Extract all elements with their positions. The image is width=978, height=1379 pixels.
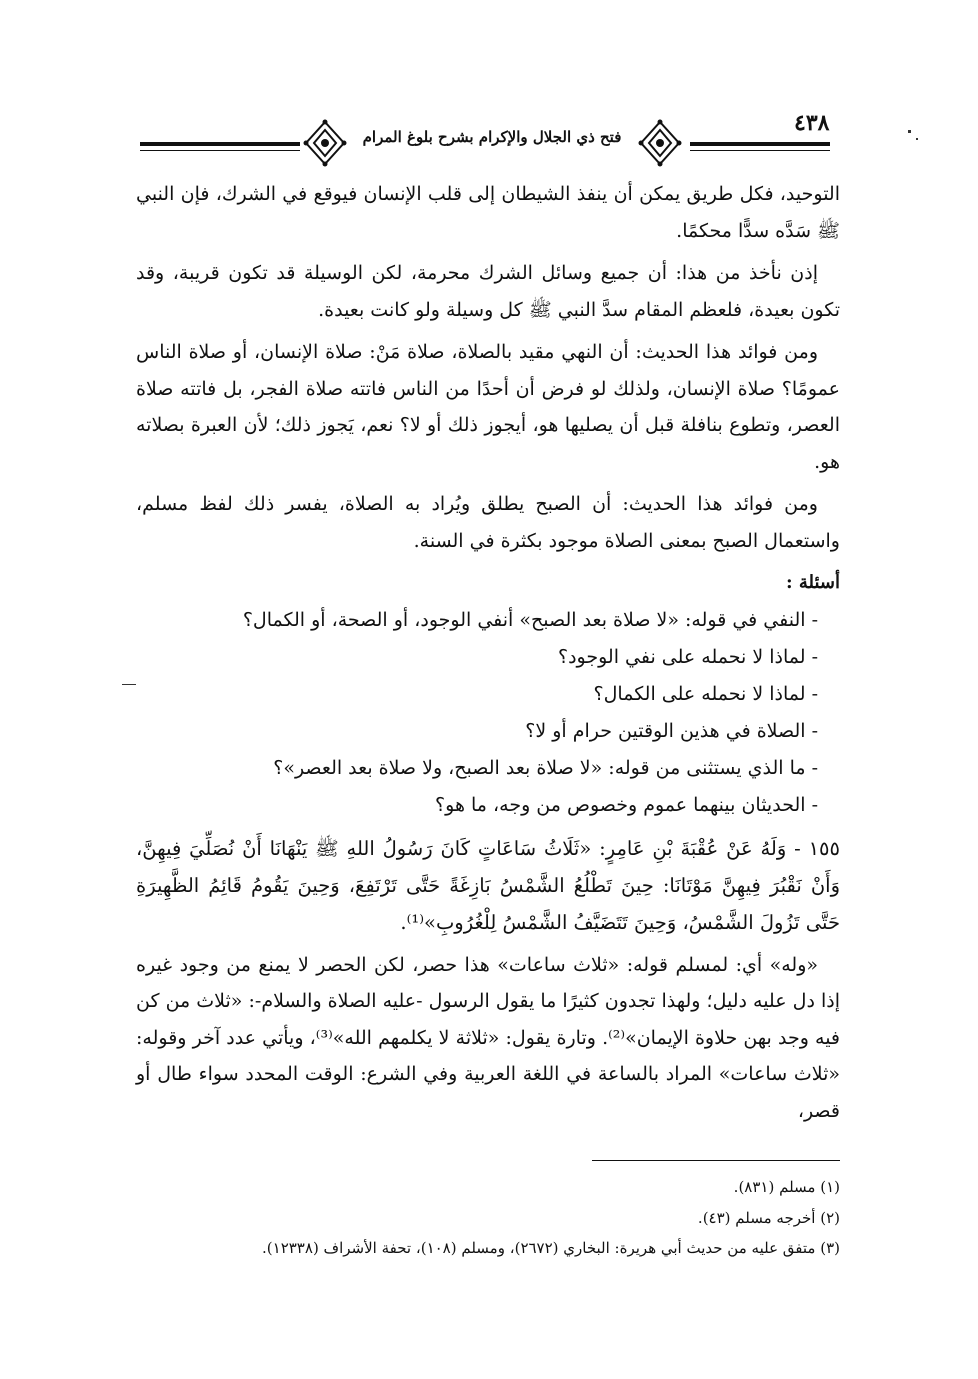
ornament-right-icon bbox=[635, 118, 685, 168]
footnote-separator bbox=[592, 1160, 840, 1161]
ornament-left-icon bbox=[300, 118, 350, 168]
scan-speck bbox=[122, 684, 136, 685]
scan-speck bbox=[916, 138, 918, 140]
footnote-item: (٢) أخرجه مسلم (٤٣). bbox=[697, 1208, 840, 1227]
header-rule-left bbox=[140, 142, 300, 146]
paragraph-1: التوحيد، فكل طريق يمكن أن ينفذ الشيطان إلى قلب الإنسان فيوقع في الشرك، فإن النبي ﷺ سَدَّه سدًّا محكمًا. bbox=[136, 183, 840, 242]
commentary-paragraph: «وله» أي: لمسلم قوله: «ثلاث ساعات» هذا حصر، لكن الحصر لا يمنع من وجود غيره إذا دل عليه دليل؛ ولهذا تجدون كثيرًا ما يقول الرسول -عليه الصلاة والسلام-: «ثلاث من كن فيه وجد بهن حلاوة الإيمان»⁽²⁾. وتارة يقول: «ثلاثة لا يكلمهم الله»⁽³⁾، ويأتي عدد آخر وقوله: «ثلاث ساعات» المراد بالساعة في اللغة العربية وفي الشرع: الوقت المحدد سواء طال أو قصر، bbox=[136, 953, 841, 1122]
main-text bbox=[136, 176, 840, 1135]
question-item: - لماذا لا نحمله على الكمال؟ bbox=[593, 682, 818, 705]
question-item: - النفي في قوله: «لا صلاة بعد الصبح» أنفي الوجود، أو الصحة، أو الكمال؟ bbox=[242, 608, 818, 631]
page-number: ٤٣٨ bbox=[794, 110, 830, 136]
question-item: - لماذا لا نحمله على نفي الوجود؟ bbox=[558, 645, 818, 668]
scan-speck bbox=[908, 130, 911, 133]
header-rule-left-thin bbox=[140, 150, 300, 151]
question-item: - الحديثان بينهما عموم وخصوص من وجه، ما هو؟ bbox=[435, 793, 818, 816]
footnote-item: (٣) متفق عليه من حديث أبي هريرة: البخاري (٢٦٧٢)، ومسلم (١٠٨)، تحفة الأشراف (١٢٣٣٨). bbox=[262, 1239, 840, 1257]
footnotes bbox=[136, 1172, 840, 1264]
running-title: فتح ذي الجلال والإكرام بشرح بلوغ المرام bbox=[362, 128, 622, 146]
question-item: - ما الذي يستثنى من قوله: «لا صلاة بعد الصبح، ولا صلاة بعد العصر»؟ bbox=[273, 756, 818, 779]
paragraph-3: ومن فوائد هذا الحديث: أن النهي مقيد بالصلاة، صلاة مَنْ: صلاة الإنسان، أو صلاة الناس عمومًا؟ صلاة الإنسان، ولذلك لو فرض أن أحدًا من الناس فاتته صلاة الفجر، بل فاتته صلاة العصر، وتطوع بنافلة قبل أن يصليها هو، أيجوز ذلك أو لا؟ نعم، يَجوز ذلك؛ لأن العبرة بصلاته هو. bbox=[136, 341, 840, 473]
hadith-text: ١٥٥ - وَلَهُ عَنْ عُقْبَةَ بْنِ عَامِرٍ: «ثَلَاثُ سَاعَاتٍ كَانَ رَسُولُ اللهِ ﷺ يَنْهَانَا أَنْ نُصَلِّيَ فِيهِنَّ، وَأَنْ نَقْبُرَ فِيهِنَّ مَوْتَانَا: حِينَ تَطْلُعُ الشَّمْسُ بَازِغَةً حَتَّى تَرْتَفِعَ، وَحِينَ يَقُومُ قَائِمُ الظَّهِيرَةِ حَتَّى تَزُولَ الشَّمْسُ، وَحِينَ تَتَضَيَّفُ الشَّمْسُ لِلْغُرُوبِ»⁽¹⁾. bbox=[136, 836, 840, 934]
header-rule-right bbox=[690, 142, 830, 146]
question-item: - الصلاة في هذين الوقتين حرام أو لا؟ bbox=[525, 719, 818, 742]
paragraph-4: ومن فوائد هذا الحديث: أن الصبح يطلق ويُراد به الصلاة، يفسر ذلك لفظ مسلم، واستعمال الصبح بمعنى الصلاة موجود بكثرة في السنة. bbox=[136, 493, 840, 552]
questions-list bbox=[136, 602, 840, 824]
questions-heading: أسئلة : bbox=[785, 572, 840, 593]
footnote-item: (١) مسلم (٨٣١). bbox=[733, 1178, 840, 1196]
page-header bbox=[130, 110, 848, 174]
paragraph-2: إذن نأخذ من هذا: أن جميع وسائل الشرك محرمة، لكن الوسيلة قد تكون قريبة، وقد تكون بعيدة، فلعظم المقام سدَّ النبي ﷺ كل وسيلة ولو كانت بعيدة. bbox=[136, 262, 840, 321]
header-rule-right-thin bbox=[690, 150, 830, 151]
